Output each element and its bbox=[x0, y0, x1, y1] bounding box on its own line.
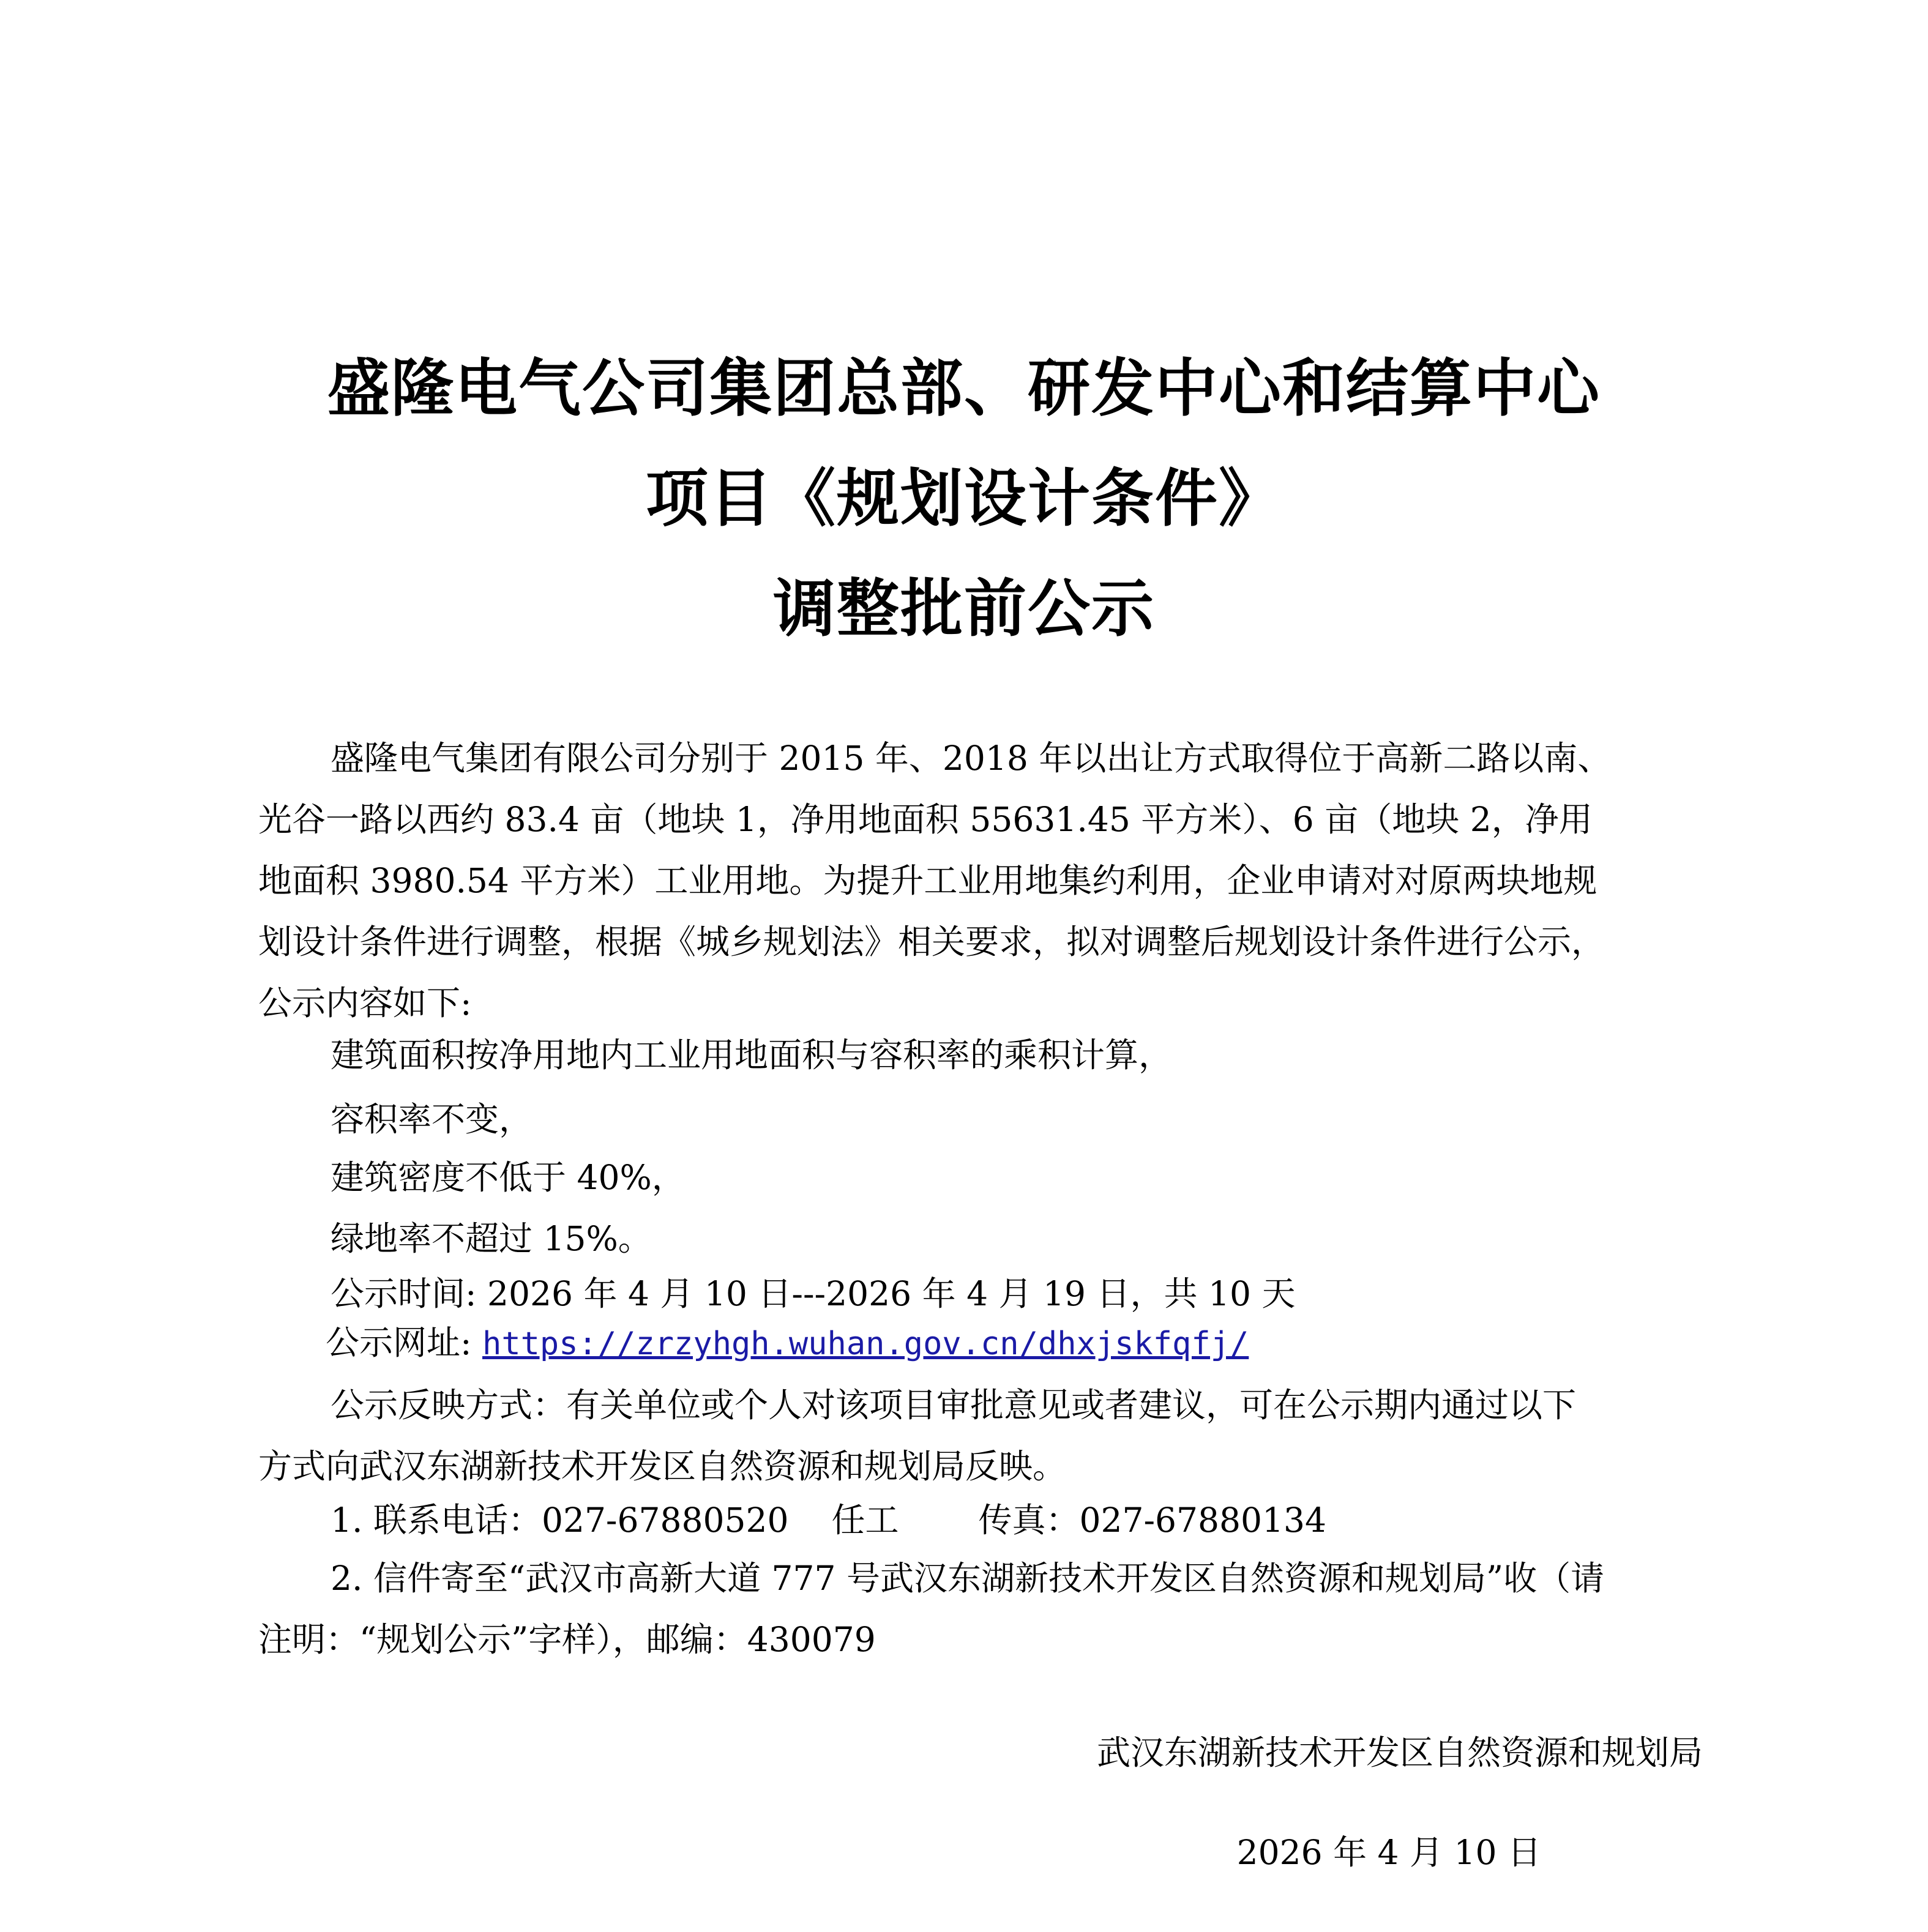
contact-person: 任工 bbox=[831, 1501, 899, 1540]
document-title-line-2: 项目《规划设计条件》 bbox=[646, 463, 1282, 535]
condition-item: 容积率不变， bbox=[331, 1100, 533, 1139]
body-paragraph-1-line-3: 地面积 3980.54 平方米）工业用地。为提升工业用地集约利用，企业申请对对原两块地规 bbox=[258, 861, 1597, 900]
notice-url-line bbox=[326, 1322, 1703, 1364]
condition-item: 绿地率不超过 15%。 bbox=[331, 1219, 652, 1258]
document-title-line-1: 盛隆电气公司集团总部、研发中心和结算中心 bbox=[327, 352, 1601, 425]
contact-line bbox=[331, 1499, 1703, 1542]
notice-url-link[interactable]: https://zrzyhgh.wuhan.gov.cn/dhxjskfqfj/ bbox=[482, 1326, 1249, 1362]
body-paragraph-1-line-1: 盛隆电气集团有限公司分别于 2015 年、2018 年以出让方式取得位于高新二路以南、 bbox=[331, 739, 1612, 778]
signature-organization: 武汉东湖新技术开发区自然资源和规划局 bbox=[1096, 1733, 1703, 1772]
notice-url-label: 公示网址: bbox=[326, 1323, 483, 1362]
feedback-line-1: 公示反映方式：有关单位或个人对该项目审批意见或者建议，可在公示期内通过以下 bbox=[331, 1386, 1577, 1425]
condition-item: 建筑密度不低于 40%， bbox=[331, 1158, 686, 1197]
body-paragraph-1-line-4: 划设计条件进行调整，根据《城乡规划法》相关要求，拟对调整后规划设计条件进行公示， bbox=[258, 922, 1605, 961]
feedback-line-2: 方式向武汉东湖新技术开发区自然资源和规划局反映。 bbox=[258, 1447, 1067, 1486]
condition-item: 建筑面积按净用地内工业用地面积与容积率的乘积计算， bbox=[331, 1035, 1173, 1075]
contact-fax: 传真：027-67880134 bbox=[978, 1501, 1326, 1540]
contact-phone: 1. 联系电话：027-67880520 bbox=[331, 1501, 789, 1540]
signature-date: 2026 年 4 月 10 日 bbox=[1236, 1833, 1541, 1872]
mail-line-1: 2. 信件寄至“武汉市高新大道 777 号武汉东湖新技术开发区自然资源和规划局”收（请 bbox=[331, 1559, 1605, 1598]
mail-line-2: 注明：“规划公示”字样），邮编：430079 bbox=[258, 1620, 876, 1659]
body-paragraph-1-line-5: 公示内容如下: bbox=[258, 983, 472, 1023]
document-title-line-3: 调整批前公示 bbox=[773, 573, 1155, 646]
body-paragraph-1-line-2: 光谷一路以西约 83.4 亩（地块 1，净用地面积 55631.45 平方米）、6 亩（地块 2，净用 bbox=[258, 800, 1593, 839]
notice-time: 公示时间: 2026 年 4 月 10 日---2026 年 4 月 19 日，共 10 天 bbox=[331, 1274, 1296, 1313]
